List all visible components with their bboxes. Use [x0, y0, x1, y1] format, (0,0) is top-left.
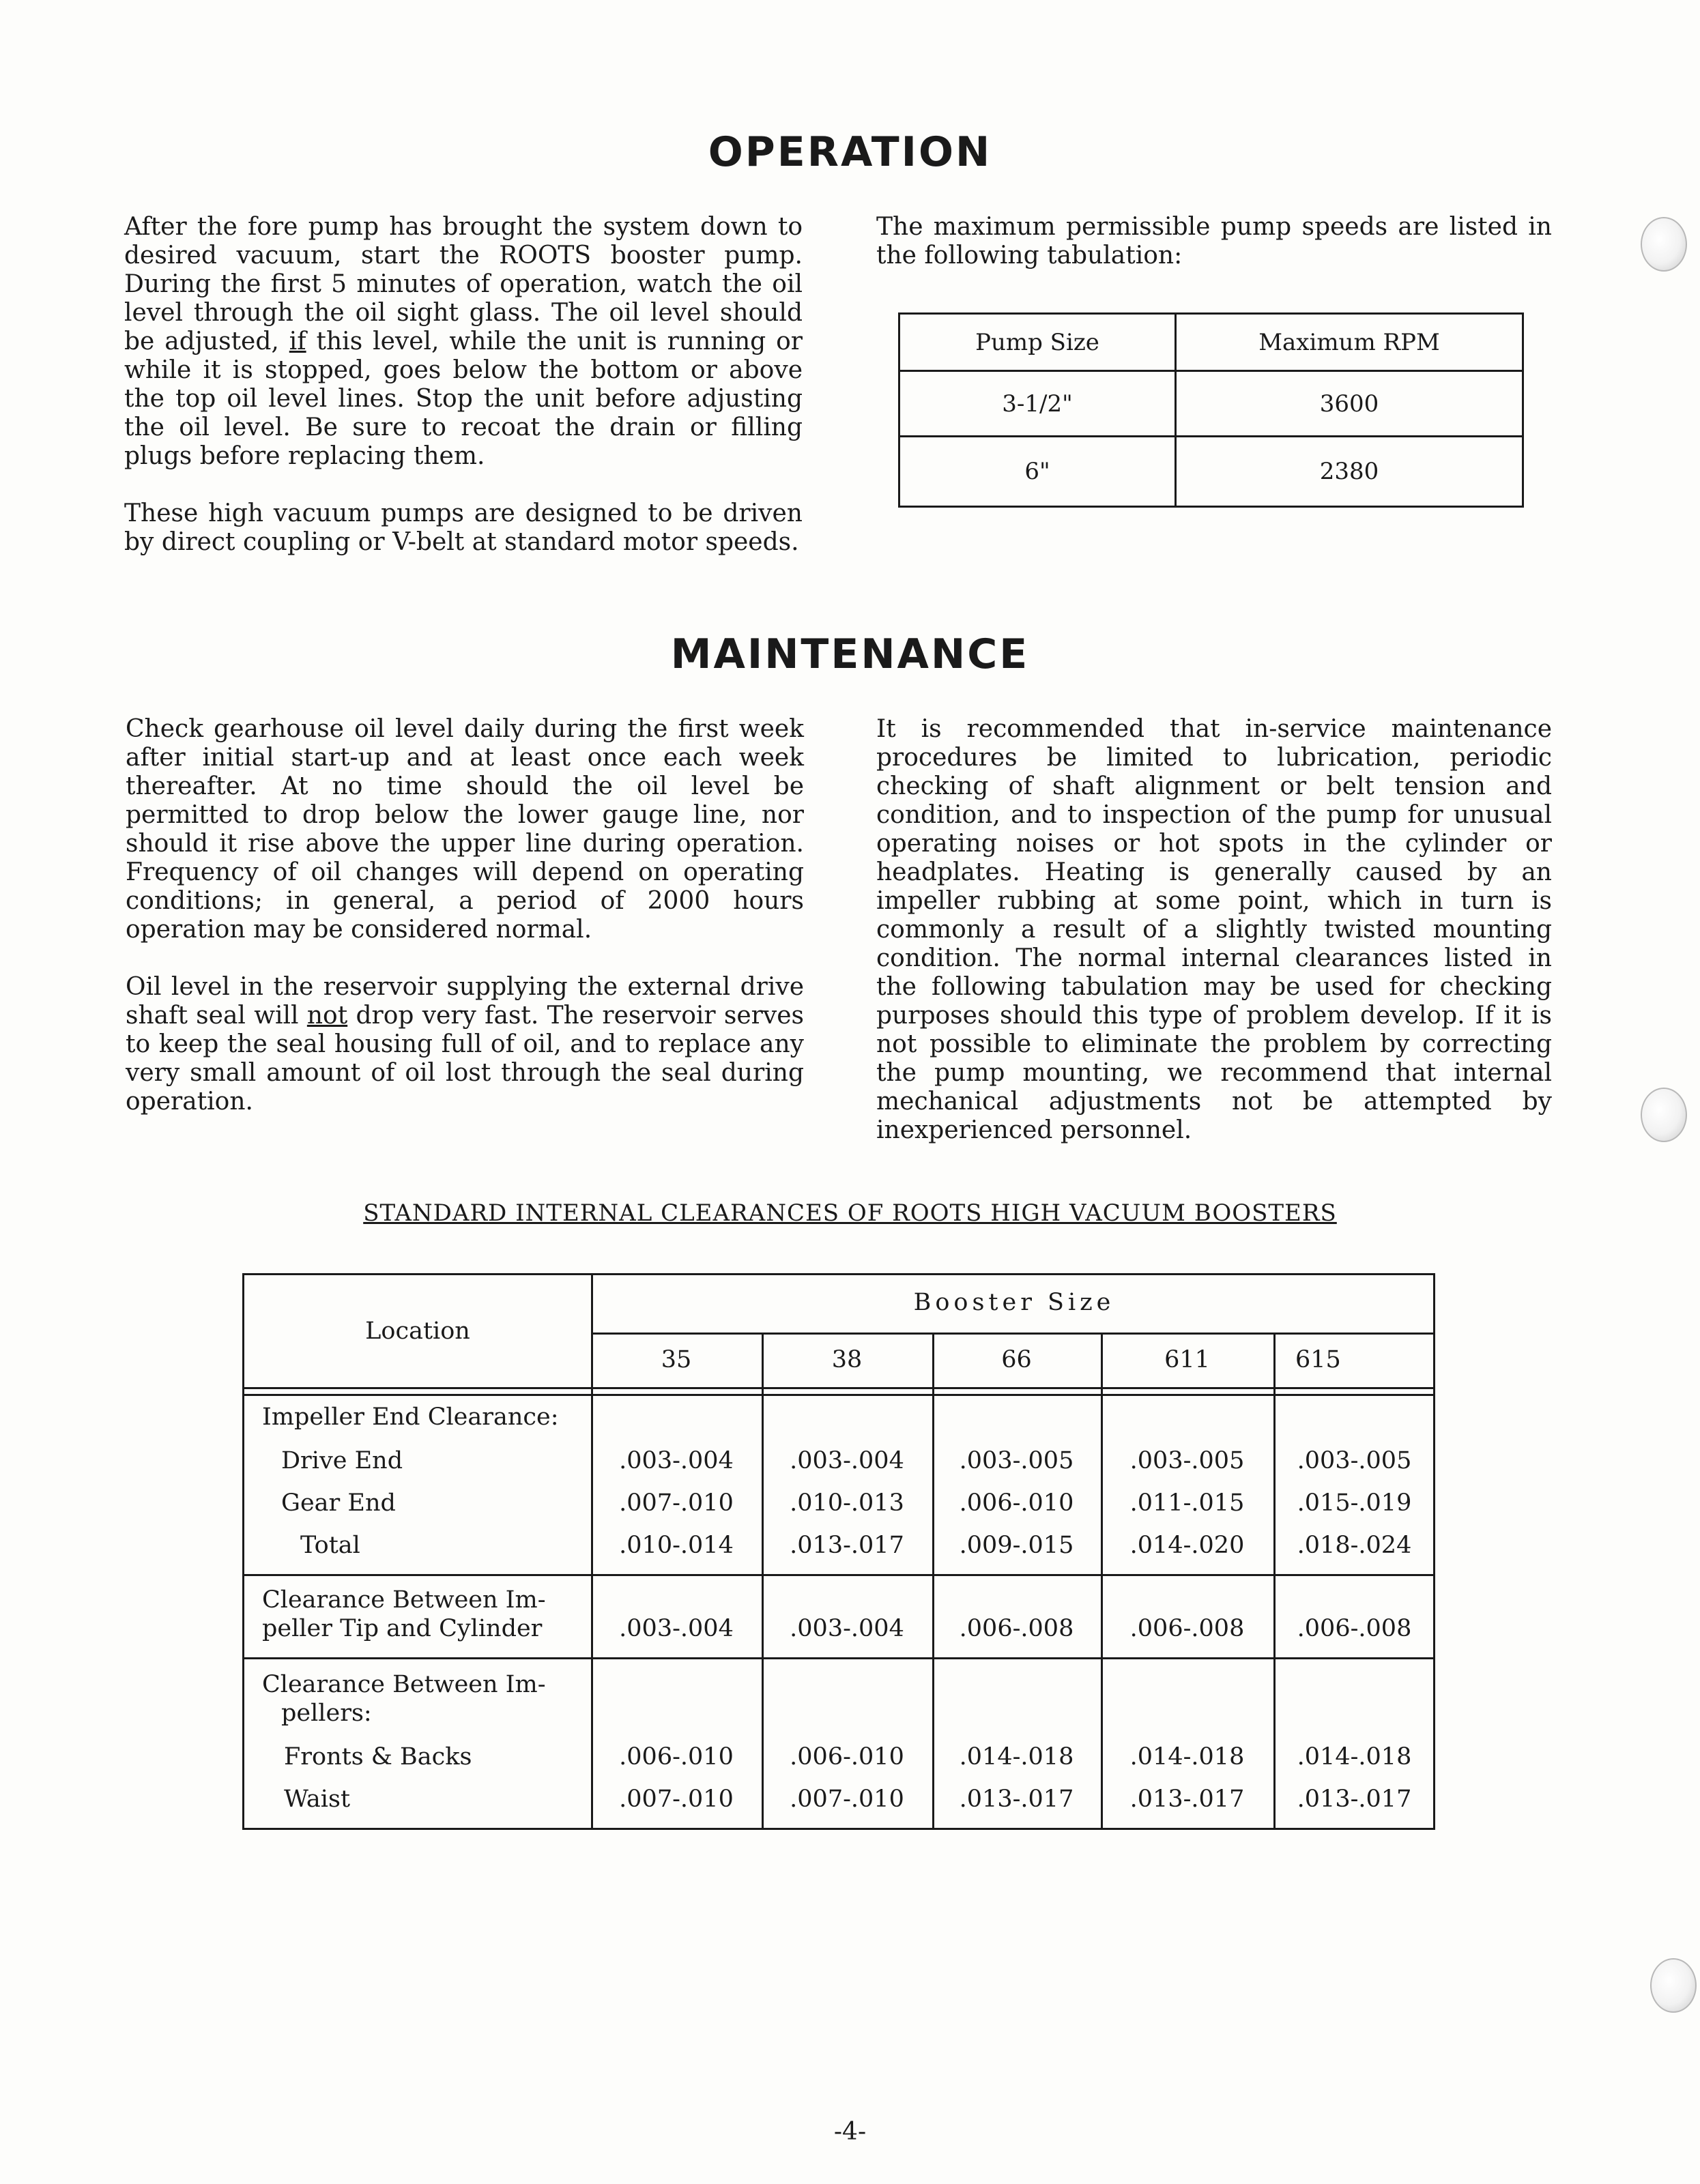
row-divider	[244, 1574, 1433, 1576]
between-impellers-label: Clearance Between Im-	[262, 1671, 546, 1698]
header-double-line	[244, 1387, 1433, 1389]
between-impellers-label: pellers:	[281, 1700, 372, 1727]
header-double-line	[244, 1394, 1433, 1396]
operation-paragraph-1: After the fore pump has brought the system down to desired vacuum, start the ROOTS booster pump. During the first 5 minutes of operation, watch the oil level through the oil sight glass. The oil level should be adjusted, if this level, while the unit is running or while it is stopped, goes below the bottom or above the top oil level lines. Stop the unit before adjusting the oil level. Be sure to recoat the drain or filling plugs before replacing them.	[124, 213, 803, 470]
impeller-end-label: Impeller End Clearance:	[262, 1403, 559, 1431]
clearances-table: Location Booster Size 35 38 66 611 615 Impeller End Clearance: Drive End .003-.004 .003-.004 .003-.005 .003-.005 .003-.005 Gear End .007-.010 .010-.013 .006-.010 .011-.015 .015-.019 Total .010-.014 .013-.017 .009-.015 .014-.020 .018-.024 Clearance Between Im- peller Tip and Cylinder .003-.004 .003-.004 .006-.008 .006-.008 .006-.008 Clearance Between Im- pellers: Fronts & Backs .006-.010 .006-.010 .014-.018 .014-.018 .014-.018 Waist .007-.010 .007-.010 .013-.017 .013-.017 .013-.017	[242, 1273, 1435, 1830]
speeds-intro: The maximum permissible pump speeds are listed in the following tabulation:	[876, 213, 1552, 270]
maintenance-heading: MAINTENANCE	[670, 630, 1030, 678]
size-header: 611	[1164, 1346, 1210, 1373]
size-header: 615	[1295, 1346, 1341, 1373]
maintenance-right-column	[876, 715, 1552, 1145]
clearances-caption: STANDARD INTERNAL CLEARANCES OF ROOTS HIGH VACUUM BOOSTERS	[363, 1199, 1337, 1227]
size-header: 35	[661, 1346, 692, 1373]
total-label: Total	[300, 1532, 360, 1559]
tip-clearance-label: Clearance Between Im-	[262, 1586, 546, 1614]
page-number: -4-	[833, 2118, 867, 2146]
waist-label: Waist	[284, 1786, 351, 1813]
punch-hole-icon	[1650, 1958, 1697, 2013]
maintenance-paragraph-1: Check gearhouse oil level daily during the first week after initial start-up and at least once each week thereafter. At no time should the oil level be permitted to drop below the lower gauge line, nor should it rise above the upper line during operation. Frequency of oil changes will depend on operating conditions; in general, a period of 2000 hours operation may be considered normal.	[126, 715, 804, 944]
tip-clearance-label: peller Tip and Cylinder	[262, 1615, 543, 1642]
maintenance-left-column	[126, 715, 804, 1116]
pump-speed-table	[898, 312, 1524, 508]
location-header: Location	[365, 1317, 470, 1345]
speed-table-row: 3-1/2" 3600	[899, 371, 1523, 437]
speed-table-row: 6" 2380	[899, 437, 1523, 507]
pump-size-header: Pump Size	[899, 314, 1176, 371]
operation-heading: OPERATION	[708, 128, 992, 176]
operation-paragraph-2: These high vacuum pumps are designed to be driven by direct coupling or V-belt at standard motor speeds.	[124, 499, 803, 556]
punch-hole-icon	[1641, 217, 1687, 272]
fronts-backs-label: Fronts & Backs	[284, 1743, 472, 1771]
drive-end-label: Drive End	[281, 1447, 403, 1474]
size-header: 38	[831, 1346, 863, 1373]
operation-left-column	[124, 213, 803, 557]
gear-end-label: Gear End	[281, 1489, 396, 1517]
row-divider	[244, 1657, 1433, 1659]
maintenance-paragraph-2: Oil level in the reservoir supplying the external drive shaft seal will not drop very fast. The reservoir serves to keep the seal housing full of oil, and to replace any very small amount of oil lost through the seal during operation.	[126, 973, 805, 1116]
operation-right-column	[876, 213, 1552, 270]
punch-hole-icon	[1641, 1088, 1687, 1142]
booster-size-header: Booster Size	[913, 1289, 1115, 1316]
size-header: 66	[1001, 1346, 1032, 1373]
speed-table-header	[899, 314, 1523, 371]
maintenance-paragraph-3: It is recommended that in-service maintenance procedures be limited to lubrication, periodic checking of shaft alignment or belt tension and condition, and to inspection of the pump for unusual operating noises or hot spots in the cylinder or headplates. Heating is generally caused by an impeller rubbing at some point, which in turn is commonly a result of a slightly twisted mounting condition. The normal internal clearances listed in the following tabulation may be used for checking purposes should this type of problem develop. If it is not possible to eliminate the problem by correcting the pump mounting, we recommend that internal mechanical adjustments not be attempted by inexperienced personnel.	[876, 715, 1552, 1144]
row-divider	[591, 1333, 1433, 1335]
max-rpm-header: Maximum RPM	[1176, 314, 1523, 371]
